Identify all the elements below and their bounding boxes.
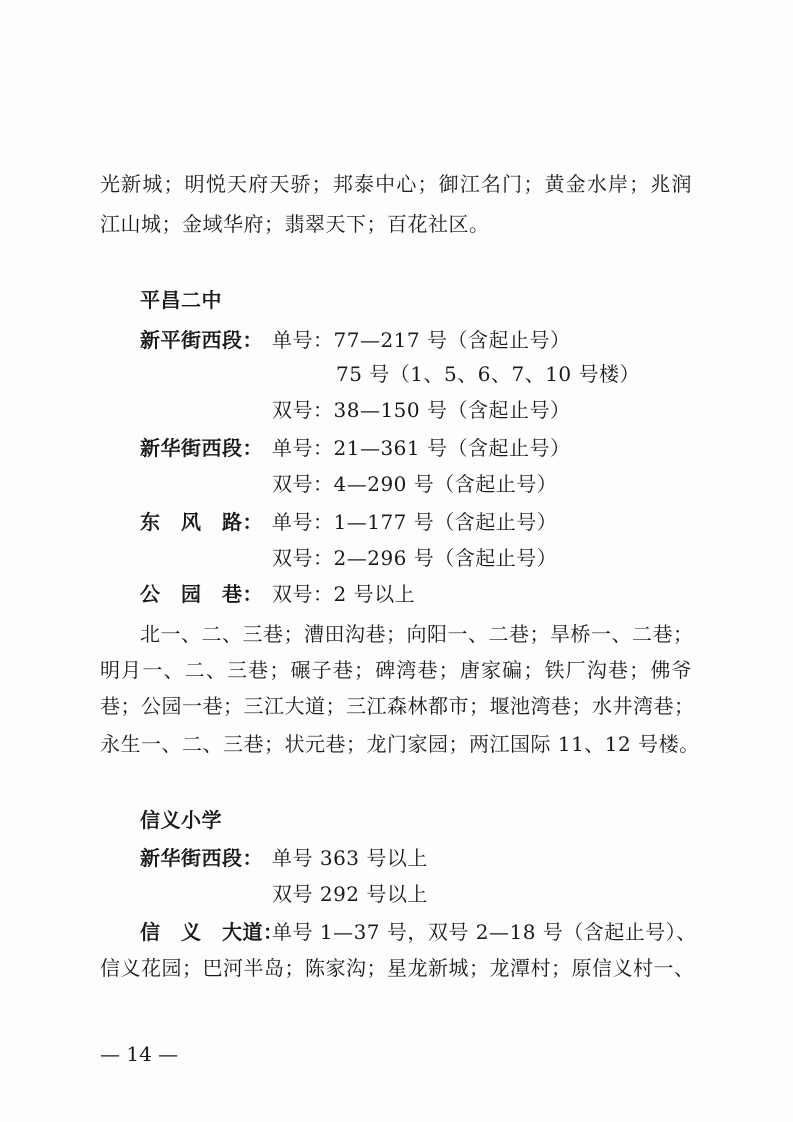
xinhua-odd: 单号：21—361 号（含起止号） — [272, 436, 571, 460]
page-number: — 14 — — [100, 1042, 179, 1066]
gongyuan-even: 双号：2 号以上 — [272, 582, 416, 606]
street-label-xinyi: 信 义 大道： — [140, 920, 284, 944]
section1-para-line-4: 永生一、二、三巷；状元巷；龙门家园；两江国际 11、12 号楼。 — [100, 732, 700, 756]
dongfeng-even: 双号：2—296 号（含起止号） — [272, 546, 558, 570]
section1-para-line-3: 巷；公园一巷；三江大道；三江森林都市；堰池湾巷；水井湾巷； — [100, 694, 695, 718]
xinping-75: 75 号（1、5、6、7、10 号楼） — [336, 362, 641, 386]
intro-line-1: 光新城；明悦天府天骄；邦泰中心；御江名门；黄金水岸；兆润 — [100, 172, 692, 196]
xinyi-line-2: 信义花园；巴河半岛；陈家沟；星龙新城；龙潭村；原信义村一、 — [100, 956, 695, 980]
xinhua-2-odd: 单号 363 号以上 — [272, 846, 428, 870]
street-label-xinping: 新平街西段： — [140, 328, 263, 352]
xinyi-line-1: 单号 1—37 号，双号 2—18 号（含起止号）、 — [272, 920, 697, 944]
dongfeng-odd: 单号：1—177 号（含起止号） — [272, 510, 558, 534]
street-label-dongfeng: 东 风 路： — [140, 510, 263, 534]
intro-line-2: 江山城；金域华府；翡翠天下；百花社区。 — [100, 212, 490, 236]
xinhua-even: 双号：4—290 号（含起止号） — [272, 472, 558, 496]
xinhua-2-even: 双号 292 号以上 — [272, 882, 428, 906]
section-title-pingchang-erzhong: 平昌二中 — [140, 288, 222, 312]
street-label-xinhua: 新华街西段： — [140, 436, 263, 460]
xinping-odd: 单号：77—217 号（含起止号） — [272, 328, 571, 352]
section-title-xinyi-xiaoxue: 信义小学 — [140, 808, 222, 832]
street-label-gongyuan: 公 园 巷： — [140, 582, 263, 606]
xinping-even: 双号：38—150 号（含起止号） — [272, 398, 571, 422]
section1-para-line-2: 明月一、二、三巷；碾子巷；碑湾巷；唐家碥；铁厂沟巷；佛爷 — [100, 658, 692, 682]
section1-para-line-1: 北一、二、三巷；漕田沟巷；向阳一、二巷；旱桥一、二巷； — [140, 622, 694, 646]
street-label-xinhua-2: 新华街西段： — [140, 846, 263, 870]
